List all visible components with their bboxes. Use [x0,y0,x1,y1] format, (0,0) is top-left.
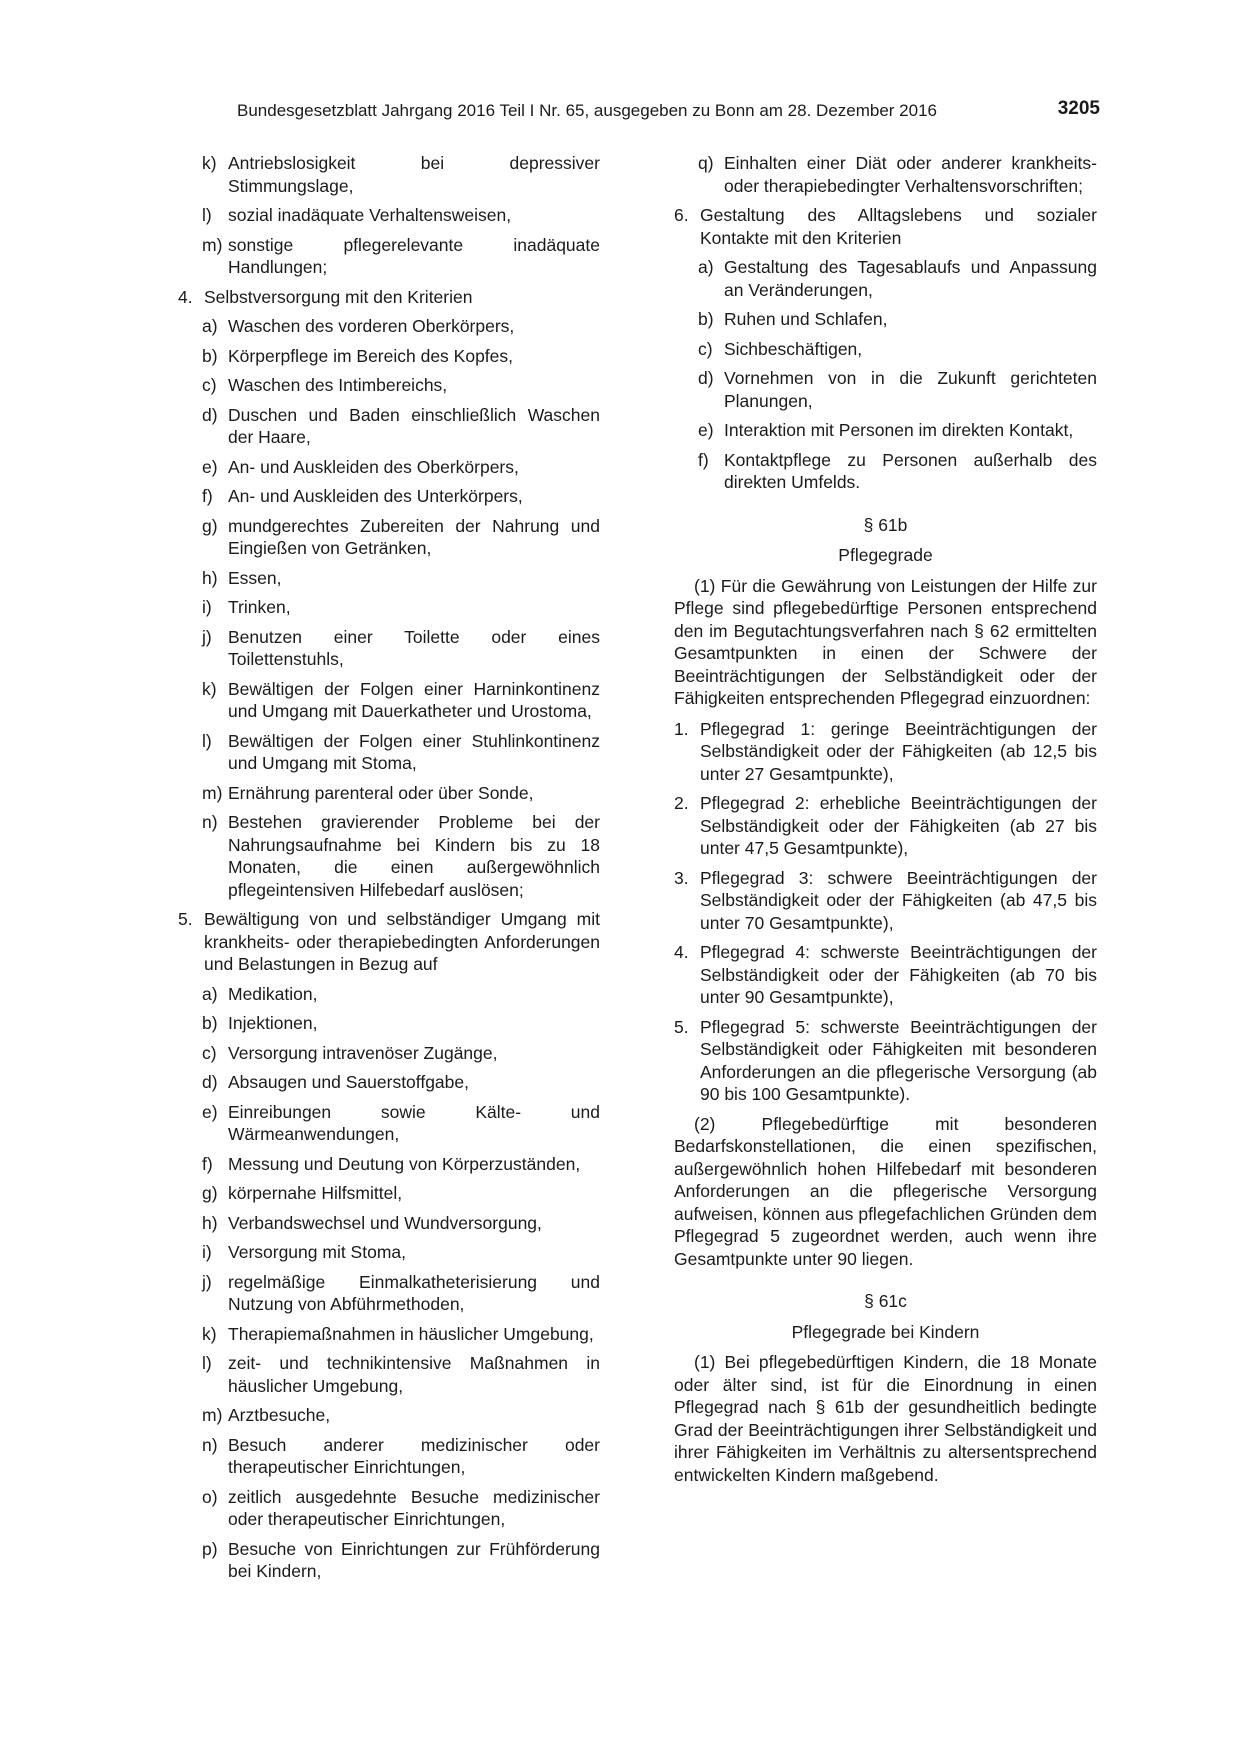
page-header [237,100,1100,126]
list-item: e) Einreibungen sowie Kälte- und Wärmeanwendungen, [202,1101,600,1144]
list-item: b) Ruhen und Schlafen, [698,309,888,329]
list-item: f) Messung und Deutung von Körperzuständen, [202,1153,581,1174]
list-item: l) sozial inadäquate Verhaltensweisen, [202,205,512,225]
list-item: m) Ernährung parenteral oder über Sonde, [202,782,534,803]
list-item: k) Bewältigen der Folgen einer Harninkontinenz und Umgang mit Dauerkatheter und Urostoma, [202,678,600,721]
list-item: g) mundgerechtes Zubereiten der Nahrung und Eingießen von Getränken, [202,515,600,558]
right-column [674,152,1097,1494]
list-item: g) körpernahe Hilfsmittel, [202,1183,403,1203]
list-item: i) Trinken, [202,597,291,617]
list-item: m) sonstige pflegerelevante inadäquate Handlungen; [202,234,600,277]
list-item: d) Vornehmen von in die Zukunft gerichteten Planungen, [698,368,1097,411]
list-item: e) An- und Auskleiden des Oberkörpers, [202,456,519,477]
list-item: 4. Pflegegrad 4: schwerste Beeinträchtigungen der Selbständigkeit oder der Fähigkeiten (ab 70 bis unter 90 Gesamtpunkte), [674,942,1097,1007]
list-item: d) Duschen und Baden einschließlich Waschen der Haare, [202,404,600,447]
section-5: 5. Bewältigung von und selbständiger Umgang mit krankheits- oder therapiebedingten Anforderungen und Belastungen in Bezug auf [178,909,600,974]
list-item: 3. Pflegegrad 3: schwere Beeinträchtigungen der Selbständigkeit oder der Fähigkeiten (ab 47,5 bis unter 70 Gesamtpunkte), [674,867,1097,933]
list-item: b) Injektionen, [202,1013,318,1033]
list-item: h) Essen, [202,567,282,588]
list-item: f) Kontaktpflege zu Personen außerhalb des direkten Umfelds. [698,449,1097,492]
list-item: n) Besuch anderer medizinischer oder therapeutischer Einrichtungen, [202,1434,600,1477]
list-item: 2. Pflegegrad 2: erhebliche Beeinträchtigungen der Selbständigkeit oder der Fähigkeiten (ab 27 bis unter 47,5 Gesamtpunkte), [674,793,1097,858]
list-item: a) Waschen des vorderen Oberkörpers, [202,316,515,336]
section-title-61b: Pflegegrade [838,545,933,565]
section-title-61c: Pflegegrade bei Kindern [791,1321,980,1342]
list-item: a) Gestaltung des Tagesablaufs und Anpassung an Veränderungen, [698,257,1097,300]
list-item: j) regelmäßige Einmalkatheterisierung und Nutzung von Abführmethoden, [202,1271,600,1314]
list-item: a) Medikation, [202,983,318,1004]
list-item: q) Einhalten einer Diät oder anderer krankheits- oder therapiebedingter Verhaltensvorschriften; [698,153,1097,196]
page-number: 3205 [1057,98,1100,119]
list-item: h) Verbandswechsel und Wundversorgung, [202,1212,542,1233]
list-item: n) Bestehen gravierender Probleme bei der Nahrungsaufnahme bei Kindern bis zu 18 Monaten, die einen außergewöhnlich pflegeintensiven Hilfebedarf auslösen; [202,812,600,900]
section-4: 4. Selbstversorgung mit den Kriterien [178,286,473,307]
list-item: i) Versorgung mit Stoma, [202,1242,406,1262]
list-item: j) Benutzen einer Toilette oder eines Toilettenstuhls, [202,626,600,669]
paragraph: (2) Pflegebedürftige mit besonderen Bedarfskonstellationen, die einen spezifischen, außergewöhnlich hohen Hilfebedarf mit besonderen Anforderungen an die pflegerische Versorgung aufweisen, können aus pflegefachlichen Gründen dem Pflegegrad 5 zugeordnet werden, auch wenn ihre Gesamtpunkte unter 90 liegen. [674,1113,1097,1269]
section-heading-61c: § 61c [864,1291,907,1311]
list-item: c) Waschen des Intimbereichs, [202,375,448,395]
list-item: k) Antriebslosigkeit bei depressiver Stimmungslage, [202,153,600,196]
list-item: l) Bewältigen der Folgen einer Stuhlinkontinenz und Umgang mit Stoma, [202,730,600,773]
header-title: Bundesgesetzblatt Jahrgang 2016 Teil I Nr. 65, ausgegeben zu Bonn am 28. Dezember 2016 [237,101,937,120]
section-6: 6. Gestaltung des Alltagslebens und sozialer Kontakte mit den Kriterien [674,205,1097,248]
list-item: d) Absaugen und Sauerstoffgabe, [202,1072,469,1092]
list-item: f) An- und Auskleiden des Unterkörpers, [202,486,523,506]
list-item: b) Körperpflege im Bereich des Kopfes, [202,345,514,366]
left-column [178,152,600,1590]
list-item: k) Therapiemaßnahmen in häuslicher Umgebung, [202,1323,594,1344]
section-heading-61b: § 61b [863,514,908,535]
paragraph: (1) Bei pflegebedürftigen Kindern, die 18 Monate oder älter sind, ist für die Einordnung in einen Pflegegrad nach § 61b der gesundheitlich bedingte Grad der Beeinträchtigungen ihrer Selbständigkeit und ihrer Fähigkeiten im Verhältnis zu altersentsprechend entwickelten Kindern maßgebend. [674,1352,1097,1485]
list-item: l) zeit- und technikintensive Maßnahmen in häuslicher Umgebung, [202,1353,600,1396]
list-item: e) Interaktion mit Personen im direkten Kontakt, [698,420,1074,440]
list-item: p) Besuche von Einrichtungen zur Frühförderung bei Kindern, [202,1538,600,1581]
list-item: 5. Pflegegrad 5: schwerste Beeinträchtigungen der Selbständigkeit oder Fähigkeiten mit besonderen Anforderungen an die pflegerische Versorgung (ab 90 bis 100 Gesamtpunkte). [674,1016,1097,1104]
list-item: c) Versorgung intravenöser Zugänge, [202,1042,498,1063]
list-item: m) Arztbesuche, [202,1405,331,1425]
list-item: c) Sichbeschäftigen, [698,338,863,359]
paragraph: (1) Für die Gewährung von Leistungen der Hilfe zur Pflege sind pflegebedürftige Personen entsprechend den im Begutachtungsverfahren nach § 62 ermittelten Gesamtpunkten in einen der Schwere der Beeinträchtigungen der Selbständigkeit oder der Fähigkeiten entsprechenden Pflegegrad einzuordnen: [674,575,1097,708]
list-item: o) zeitlich ausgedehnte Besuche medizinischer oder therapeutischer Einrichtungen, [202,1486,600,1529]
list-item: 1. Pflegegrad 1: geringe Beeinträchtigungen der Selbständigkeit oder der Fähigkeiten (ab 12,5 bis unter 27 Gesamtpunkte), [674,718,1097,784]
